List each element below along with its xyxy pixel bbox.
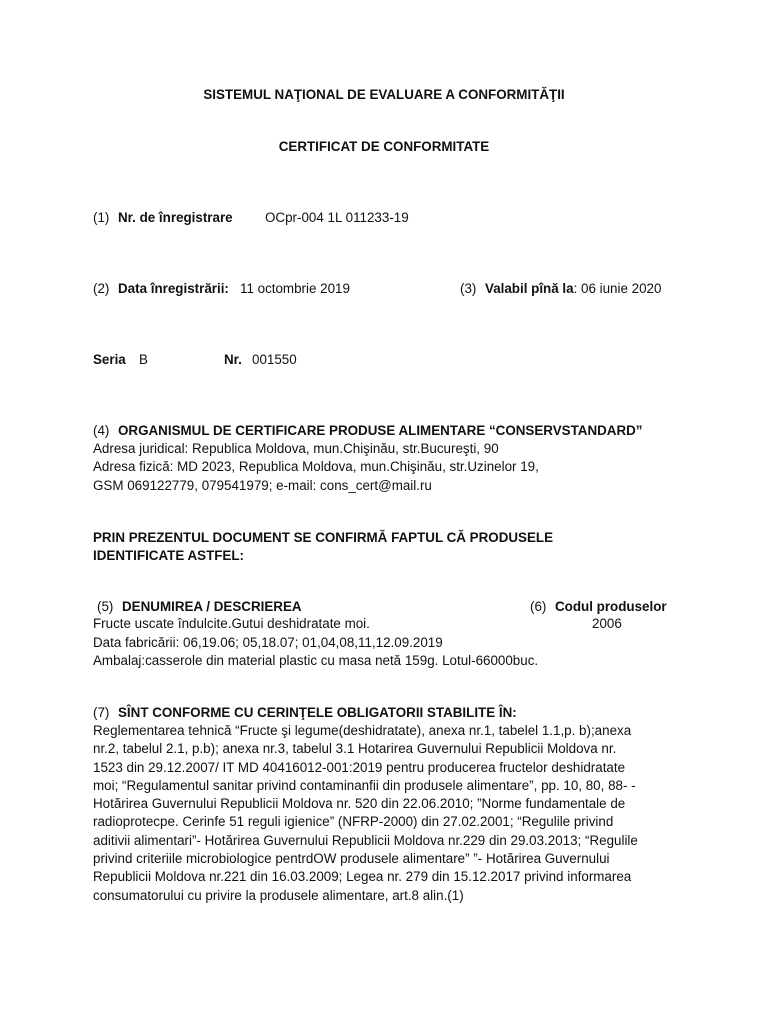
valid-num-label: (3) [460,281,477,296]
reg-date-num-label: (2) [93,281,110,296]
desc-num-label: (5) [97,599,114,614]
registration-value: OCpr-004 1L 011233-19 [265,210,409,225]
organism-num-label: (4) [93,423,110,438]
conformity-label: SÎNT CONFORME CU CERINŢELE OBLIGATORII STABILITE ÎN: [118,705,517,720]
conformity-line: privind criteriile microbiologice pentrdOW produsele alimentare” ”- Hotărirea Guvernului [93,851,610,867]
conformity-line: Reglementarea tehnică “Fructe şi legume(deshidratate), anexa nr.1, tabelel 1.1,p. b);anexa [93,723,632,738]
conformity-num-label: (7) [93,705,110,720]
desc-label: DENUMIREA / DESCRIEREA [122,599,302,614]
conformity-line: moi; “Regulamentul sanitar privind contaminanfii din produsele alimentare”, pp. 10, 80, 88- - [93,777,636,793]
conformity-text [93,722,693,905]
reg-date-label: Data înregistrării: [118,281,229,296]
conformity-line: Republicii Moldova nr.221 din 16.03.2009; Legea nr. 279 din 15.12.2017 privind informarea [93,869,632,885]
certificate-title: CERTIFICAT DE CONFORMITATE [278,139,490,154]
organism-name: ORGANISMUL DE CERTIFICARE PRODUSE ALIMENTARE “CONSERVSTANDARD” [118,423,643,438]
reg-date-value: 11 octombrie 2019 [240,281,350,296]
confirm-line: PRIN PREZENTUL DOCUMENT SE CONFIRMĂ FAPTUL CĂ PRODUSELE [93,530,554,545]
confirm-line: IDENTIFICATE ASTFEL: [93,548,245,564]
seria-value: B [139,352,148,367]
packaging-info: Ambalaj:casserole din material plastic cu masa netă 159g. Lotul-66000buc. [93,653,539,669]
organism-address-line: Adresa juridical: Republica Moldova, mun.Chişinău, str.Bucureşti, 90 [93,441,499,456]
nr-value: 001550 [252,352,297,367]
product-description: Fructe uscate îndulcite.Gutui deshidratate moi. [93,616,370,631]
product-code: 2006 [592,616,622,631]
conformity-line: Hotărirea Guvernului Republicii Moldova nr. 520 din 22.06.2010; ”Norme fundamentale de [93,796,626,812]
conformity-line: 1523 din 29.12.2007/ IT MD 40416012-001:2019 pentru producerea fructelor deshidratate [93,759,626,775]
valid-label: Valabil pînă la [485,281,574,296]
seria-label: Seria [93,352,126,367]
code-label: Codul produselor [555,599,667,614]
organism-address-block [93,440,693,495]
conformity-line: radioprotecpe. Cerinfe 51 reguli igienice” (NFRP-2000) din 27.02.2001; “Regulile privind [93,814,614,830]
conformity-line: consumatorului cu privire la produsele alimentare, art.8 alin.(1) [93,887,464,903]
registration-label: Nr. de înregistrare [118,210,233,225]
confirm-statement [93,529,693,566]
organism-address-line: Adresa fizică: MD 2023, Republica Moldova, mun.Chişinău, str.Uzinelor 19, [93,459,539,475]
code-num-label: (6) [530,599,547,614]
system-title: SISTEMUL NAŢIONAL DE EVALUARE A CONFORMITĂŢII [203,87,565,102]
valid-line [485,281,661,296]
valid-value: : 06 iunie 2020 [573,281,662,296]
manufacture-date: Data fabricării: 06,19.06; 05,18.07; 01,04,08,11,12.09.2019 [93,635,443,650]
organism-contact-line: GSM 069122779, 079541979; e-mail: cons_cert@mail.ru [93,477,432,493]
nr-label: Nr. [224,352,242,367]
conformity-line: aditivii alimentari”- Hotărirea Guvernului Republicii Moldova nr.229 din 29.03.2013; “Regulile [93,832,638,848]
product-details [93,634,693,671]
registration-num-label: (1) [93,210,110,225]
conformity-line: nr.2, tabelul 2.1, p.b); anexa nr.3, tabelul 3.1 Hotarirea Guvernului Republicii Moldova nr. [93,741,617,757]
